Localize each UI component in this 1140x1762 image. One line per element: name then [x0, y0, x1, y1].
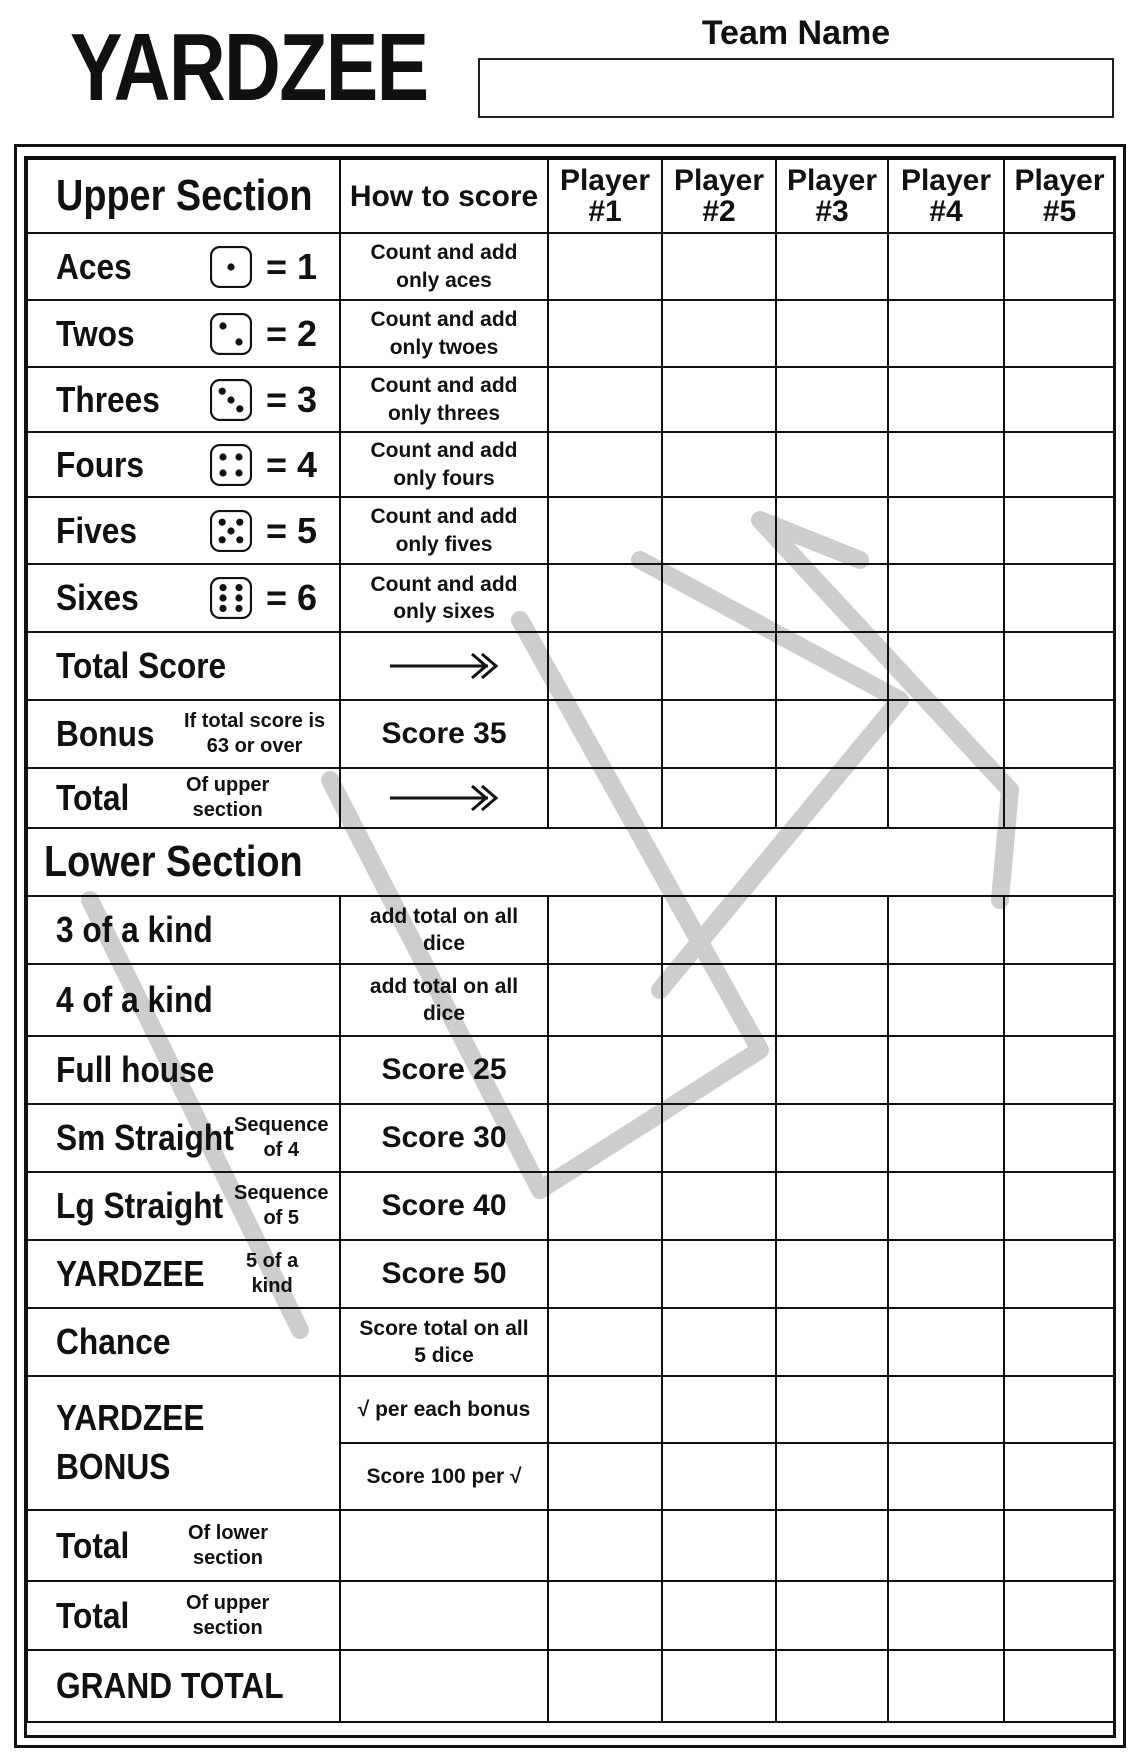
score-cell[interactable]: [548, 1581, 662, 1650]
yardzee-hint: 5 of a kind: [246, 1250, 299, 1297]
die-value: = 2: [265, 312, 317, 354]
score-cell[interactable]: [548, 700, 662, 768]
lower-total-hint: Of lower section: [188, 1521, 269, 1569]
score-cell[interactable]: [888, 768, 1004, 828]
yardzee-label: YARDZEE: [56, 1253, 205, 1294]
score-cell[interactable]: [888, 1308, 1004, 1376]
total-score-label: Total Score: [56, 645, 227, 686]
bonus-hint: If total score is 63 or over: [184, 710, 326, 757]
player-3-header: Player #3: [776, 159, 888, 233]
three-kind-label: 3 of a kind: [56, 909, 213, 950]
upper-header-row: [27, 159, 1115, 233]
score-cell[interactable]: [1004, 300, 1115, 367]
lg-straight-hint: Sequence of 5: [234, 1182, 329, 1229]
score-cell[interactable]: [548, 768, 662, 828]
upper-total-row: [27, 768, 1115, 828]
score-cell[interactable]: [888, 1104, 1004, 1172]
upper-row: [27, 564, 1115, 632]
score-cell[interactable]: [548, 1104, 662, 1172]
score-cell[interactable]: [662, 1104, 776, 1172]
category-label: Twos: [56, 312, 135, 354]
die-face-icon: [210, 444, 252, 486]
die-value: = 5: [265, 509, 317, 551]
score-cell[interactable]: [662, 233, 776, 300]
category-label: Aces: [56, 245, 132, 287]
chance-label: Chance: [56, 1321, 171, 1362]
score-cell[interactable]: [662, 632, 776, 700]
die-face-icon: [210, 246, 252, 288]
score-cell[interactable]: [776, 1510, 888, 1581]
score-cell[interactable]: [1004, 233, 1115, 300]
score-cell[interactable]: [1004, 1443, 1115, 1510]
score-cell[interactable]: [1004, 1581, 1115, 1650]
score-cell[interactable]: [1004, 1036, 1115, 1104]
yardzee-bonus-check-how: √ per each bonus: [340, 1376, 548, 1443]
bonus-label: Bonus: [56, 713, 155, 754]
bonus-how: Score 35: [340, 700, 548, 768]
how-to-score: Count and add only threes: [340, 367, 548, 432]
score-cell[interactable]: [548, 1240, 662, 1308]
player-4-header: Player #4: [888, 159, 1004, 233]
score-cell[interactable]: [888, 1443, 1004, 1510]
how-to-score: Count and add only sixes: [340, 564, 548, 632]
score-cell[interactable]: [776, 768, 888, 828]
score-cell[interactable]: [1004, 768, 1115, 828]
upper-total-repeat-row: [27, 1581, 1115, 1650]
upper-row: [27, 497, 1115, 564]
score-cell[interactable]: [888, 896, 1004, 964]
score-cell[interactable]: [662, 1308, 776, 1376]
score-cell[interactable]: [662, 367, 776, 432]
score-cell[interactable]: [888, 700, 1004, 768]
category-label: Threes: [56, 378, 160, 420]
sm-straight-hint: Sequence of 4: [234, 1114, 329, 1161]
yardzee-bonus-label: YARDZEE BONUS: [56, 1397, 205, 1487]
score-cell[interactable]: [888, 1650, 1004, 1722]
score-cell[interactable]: [776, 896, 888, 964]
score-cell[interactable]: [548, 300, 662, 367]
score-cell[interactable]: [776, 1443, 888, 1510]
score-cell[interactable]: [548, 497, 662, 564]
score-cell[interactable]: [548, 1308, 662, 1376]
score-cell[interactable]: [662, 964, 776, 1036]
score-cell[interactable]: [888, 964, 1004, 1036]
score-cell[interactable]: [1004, 1376, 1115, 1443]
lg-straight-how: Score 40: [340, 1172, 548, 1240]
upper-total-label: Total: [56, 777, 130, 818]
arrow-icon: [341, 648, 547, 684]
score-cell[interactable]: [662, 1376, 776, 1443]
score-cell[interactable]: [776, 367, 888, 432]
score-cell[interactable]: [1004, 1650, 1115, 1722]
score-cell[interactable]: [548, 632, 662, 700]
score-cell[interactable]: [776, 564, 888, 632]
sm-straight-label: Sm Straight: [56, 1117, 234, 1158]
lg-straight-label: Lg Straight: [56, 1185, 224, 1226]
lower-header-row: [27, 828, 1115, 896]
score-cell[interactable]: [776, 432, 888, 497]
score-cell[interactable]: [340, 1581, 548, 1650]
score-cell[interactable]: [1004, 700, 1115, 768]
score-cell[interactable]: [548, 367, 662, 432]
score-cell[interactable]: [888, 497, 1004, 564]
die-value: = 3: [265, 378, 317, 420]
score-cell[interactable]: [662, 700, 776, 768]
team-name-field[interactable]: [478, 58, 1114, 118]
score-cell[interactable]: [1004, 432, 1115, 497]
score-table: [26, 158, 1116, 1723]
score-cell[interactable]: [776, 1308, 888, 1376]
player-2-header: Player #2: [662, 159, 776, 233]
die-face-icon: [210, 313, 252, 355]
score-cell[interactable]: [776, 1650, 888, 1722]
team-name-label: Team Name: [701, 14, 891, 52]
score-cell[interactable]: [888, 432, 1004, 497]
how-to-score: Count and add only fours: [340, 432, 548, 497]
score-cell[interactable]: [548, 1650, 662, 1722]
upper-row: [27, 233, 1115, 300]
score-cell[interactable]: [1004, 497, 1115, 564]
score-cell[interactable]: [662, 300, 776, 367]
score-cell[interactable]: [776, 700, 888, 768]
score-cell[interactable]: [1004, 1104, 1115, 1172]
score-cell[interactable]: [776, 1172, 888, 1240]
score-cell[interactable]: [776, 1036, 888, 1104]
category-label: Sixes: [56, 577, 139, 618]
score-cell[interactable]: [662, 1650, 776, 1722]
score-cell[interactable]: [888, 1510, 1004, 1581]
category-label: Fours: [56, 443, 145, 485]
score-cell[interactable]: [776, 233, 888, 300]
how-to-score: Count and add only aces: [340, 233, 548, 300]
score-cell[interactable]: [662, 1581, 776, 1650]
three-kind-how: add total on all dice: [340, 896, 548, 964]
upper-row: [27, 367, 1115, 432]
yardzee-how: Score 50: [340, 1240, 548, 1308]
score-cell[interactable]: [1004, 1172, 1115, 1240]
grand-total-row: [27, 1650, 1115, 1722]
yardzee-bonus-row-1: [27, 1376, 1115, 1443]
upper-row: [27, 432, 1115, 497]
score-cell[interactable]: [548, 233, 662, 300]
die-value: = 1: [265, 245, 317, 287]
score-cell[interactable]: [776, 497, 888, 564]
four-kind-row: [27, 964, 1115, 1036]
grand-total-label: GRAND TOTAL: [56, 1665, 284, 1706]
score-cell[interactable]: [662, 497, 776, 564]
score-cell[interactable]: [340, 1510, 548, 1581]
upper-total-repeat-hint: Of upper section: [186, 1591, 270, 1639]
how-to-score-header: How to score: [340, 159, 548, 233]
die-face-icon: [210, 577, 252, 619]
upper-total-repeat-label: Total: [56, 1594, 130, 1636]
lower-section-header: Lower Section: [27, 828, 1115, 896]
score-cell[interactable]: [1004, 1308, 1115, 1376]
score-cell[interactable]: [1004, 896, 1115, 964]
score-cell[interactable]: [548, 896, 662, 964]
score-cell[interactable]: [662, 1172, 776, 1240]
full-house-label: Full house: [56, 1049, 215, 1090]
die-face-icon: [210, 510, 252, 552]
die-face-icon: [210, 379, 252, 421]
score-cell[interactable]: [662, 564, 776, 632]
lg-straight-row: [27, 1172, 1115, 1240]
score-cell[interactable]: [776, 964, 888, 1036]
score-cell[interactable]: [776, 1240, 888, 1308]
how-to-score: Count and add only fives: [340, 497, 548, 564]
score-cell[interactable]: [548, 1172, 662, 1240]
score-cell[interactable]: [888, 300, 1004, 367]
total-score-row: [27, 632, 1115, 700]
category-label: Fives: [56, 509, 138, 551]
score-cell[interactable]: [548, 1376, 662, 1443]
upper-section-header: Upper Section: [27, 159, 340, 233]
score-cell[interactable]: [888, 564, 1004, 632]
score-cell[interactable]: [888, 1581, 1004, 1650]
score-cell[interactable]: [776, 300, 888, 367]
how-to-score: Count and add only twoes: [340, 300, 548, 367]
full-house-row: [27, 1036, 1115, 1104]
full-house-how: Score 25: [340, 1036, 548, 1104]
score-cell[interactable]: [888, 1376, 1004, 1443]
score-cell[interactable]: [888, 1036, 1004, 1104]
player-1-header: Player #1: [548, 159, 662, 233]
score-cell[interactable]: [888, 1172, 1004, 1240]
score-cell[interactable]: [1004, 367, 1115, 432]
score-cell[interactable]: [776, 1104, 888, 1172]
upper-total-hint: Of upper section: [186, 774, 270, 821]
score-cell[interactable]: [662, 1443, 776, 1510]
lower-total-label: Total: [56, 1524, 130, 1566]
score-cell[interactable]: [548, 1036, 662, 1104]
score-cell[interactable]: [888, 233, 1004, 300]
score-cell[interactable]: [662, 768, 776, 828]
sm-straight-how: Score 30: [340, 1104, 548, 1172]
score-cell[interactable]: [1004, 1240, 1115, 1308]
chance-row: [27, 1308, 1115, 1376]
yardzee-bonus-score-how: Score 100 per √: [340, 1443, 548, 1510]
score-cell[interactable]: [1004, 1510, 1115, 1581]
score-cell[interactable]: [776, 632, 888, 700]
player-5-header: Player #5: [1004, 159, 1115, 233]
upper-row: [27, 300, 1115, 367]
three-kind-row: [27, 896, 1115, 964]
score-cell[interactable]: [1004, 632, 1115, 700]
score-cell[interactable]: [776, 1376, 888, 1443]
die-value: = 6: [265, 577, 317, 618]
score-cell[interactable]: [662, 896, 776, 964]
chance-how: Score total on all 5 dice: [340, 1308, 548, 1376]
score-cell[interactable]: [548, 964, 662, 1036]
score-cell[interactable]: [340, 1650, 548, 1722]
score-cell[interactable]: [1004, 964, 1115, 1036]
scorecard-title: YARDZEE: [70, 14, 428, 121]
score-cell[interactable]: [888, 1240, 1004, 1308]
score-cell[interactable]: [776, 1581, 888, 1650]
bonus-row: [27, 700, 1115, 768]
arrow-icon: [341, 780, 547, 816]
lower-total-row: [27, 1510, 1115, 1581]
score-cell[interactable]: [662, 1036, 776, 1104]
score-cell[interactable]: [662, 1510, 776, 1581]
score-cell[interactable]: [662, 432, 776, 497]
score-cell[interactable]: [548, 1510, 662, 1581]
yardzee-row: [27, 1240, 1115, 1308]
score-cell[interactable]: [888, 632, 1004, 700]
score-cell[interactable]: [548, 1443, 662, 1510]
score-cell[interactable]: [1004, 564, 1115, 632]
score-cell[interactable]: [548, 432, 662, 497]
score-cell[interactable]: [888, 367, 1004, 432]
score-cell[interactable]: [548, 564, 662, 632]
score-cell[interactable]: [662, 1240, 776, 1308]
four-kind-label: 4 of a kind: [56, 979, 213, 1020]
four-kind-how: add total on all dice: [340, 964, 548, 1036]
die-value: = 4: [265, 443, 317, 485]
sm-straight-row: [27, 1104, 1115, 1172]
